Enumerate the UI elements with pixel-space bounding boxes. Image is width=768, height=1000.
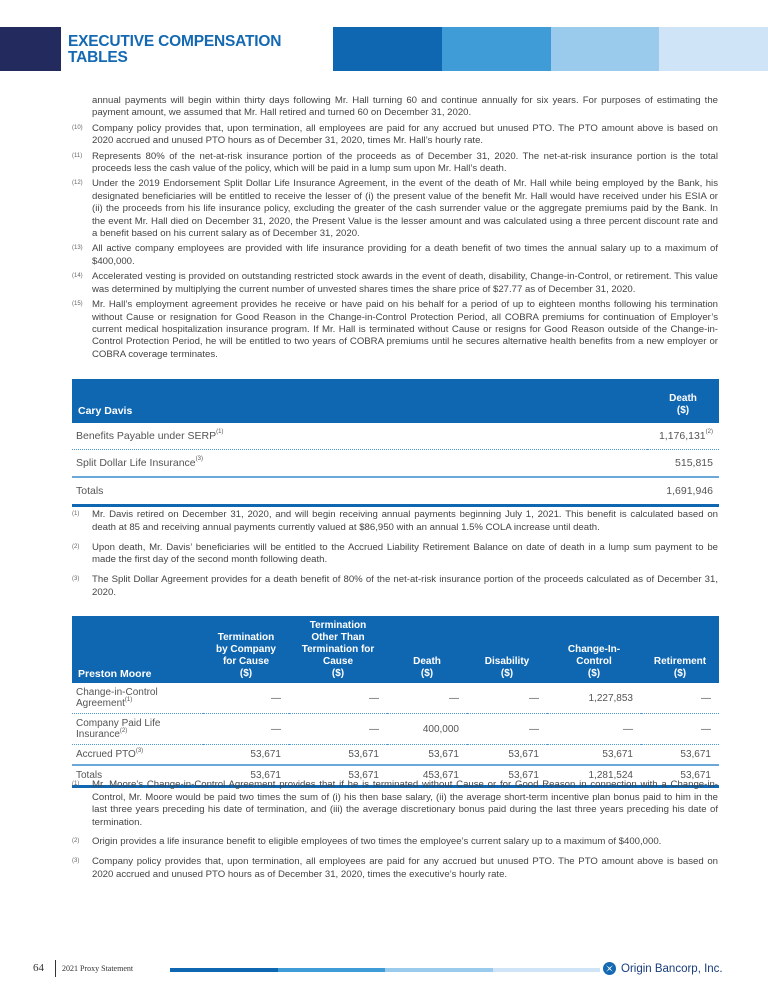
- column-header-line: ($): [587, 668, 601, 679]
- footer-bar: [385, 968, 493, 972]
- cell-value: —: [203, 683, 289, 714]
- footnote-ref: (1): [216, 429, 224, 435]
- footnote-marker: (2): [72, 838, 80, 845]
- footnote-text: Represents 80% of the net-at-risk insurance portion of the proceeds as of December 31, 2020. The net-at-risk insurance portion is the total proceeds less the cash value of the policy, which will be paid in a lump sum upon Mr. Hall’s death.: [92, 150, 718, 175]
- value-text: 515,815: [675, 457, 713, 469]
- column-header-line: Death: [669, 393, 697, 404]
- footnote-text: Mr. Hall’s employment agreement provides he receive or have paid on his behalf for a period of up to eighteen months following his termination without Cause or resignation for Good Reason in the Change-in-Control Protection Period, all COBRA premiums for continuation of Employer’s current medical hospitalization insurance program. If Mr. Hall is terminated without Cause or resigns for Good Reason outside of the Change-in-Control Protection Period, he will be entitled to two years of COBRA premiums until he secures alternative health benefits from a new employer or COBRA coverage terminates.: [92, 299, 718, 360]
- footnote-text: Mr. Davis retired on December 31, 2020, and will begin receiving annual payments beginning July 1, 2021. This benefit is calculated based on death at 85 and receiving annual payments currently valued at $86,950 with an annual 1.5% COLA increase until death.: [92, 509, 718, 533]
- row-label: [72, 745, 203, 766]
- footnote: [72, 243, 718, 268]
- table-row: [72, 423, 719, 450]
- row-label-text: Totals: [76, 485, 104, 497]
- row-label: [72, 423, 647, 450]
- footnote-text: Company policy provides that, upon termination, all employees are paid for any accrued but unused PTO. The PTO amount above is based on 2020 accrued and unused PTO hours as of December 31, 2020, times the executive’s hourly rate.: [92, 855, 718, 880]
- cell-value: 53,671: [203, 745, 289, 766]
- moore-footnotes: [72, 779, 718, 888]
- cell-value: —: [641, 683, 719, 714]
- cell-value: 53,671: [467, 745, 547, 766]
- footnote-marker: (14): [72, 273, 83, 280]
- row-label: [72, 477, 647, 506]
- footer-bar: [278, 968, 386, 972]
- cell-value: 53,671: [467, 765, 547, 787]
- column-header-line: Control: [576, 656, 612, 667]
- column-header-line: Cause: [322, 656, 353, 667]
- page-number: 64: [33, 962, 44, 974]
- column-header-line: Disability: [484, 656, 530, 667]
- footnote-marker: (10): [72, 124, 83, 131]
- footnote-text: Company policy provides that, upon termination, all employees are paid for any accrued but unused PTO. The PTO amount above is based on 2020 accrued and unused PTO hours as of December 31, 2020, times Mr. Hall’s hourly rate.: [92, 122, 718, 147]
- davis-footnotes: [72, 509, 718, 607]
- page-footer: [0, 958, 768, 988]
- footnote: [72, 299, 718, 361]
- table-row: [72, 714, 719, 745]
- cell-value: —: [467, 683, 547, 714]
- origin-logo-icon: [603, 962, 616, 975]
- footnote: [72, 95, 718, 120]
- column-header-line: Other Than: [311, 632, 365, 643]
- table-row: [72, 683, 719, 714]
- company-name: Origin Bancorp, Inc.: [621, 962, 723, 975]
- cell-value: 1,281,524: [547, 765, 641, 787]
- cell-value: 53,671: [203, 765, 289, 787]
- cell-value: —: [289, 683, 387, 714]
- column-header-line: ($): [673, 668, 687, 679]
- footnote-marker: (15): [72, 301, 83, 308]
- footnote-marker: (13): [72, 245, 83, 252]
- footnote-text: The Split Dollar Agreement provides for a death benefit of 80% of the net-at-risk insurance portion of the proceeds calculated as of December 31, 2020.: [92, 574, 718, 598]
- footnote-marker: (3): [72, 576, 80, 583]
- footer-bar: [493, 968, 601, 972]
- footnote: [72, 151, 718, 176]
- column-header: [467, 616, 547, 683]
- cell-value: 1,227,853: [547, 683, 641, 714]
- footnote-text: Under the 2019 Endorsement Split Dollar Life Insurance Agreement, in the event of the death of Mr. Hall while being employed by the Bank, his designated beneficiaries will be entitled to receive the lesser of (i) the present value of the benefit Mr. Hall would have received under his ESIA or (ii) the proceeds from his life insurance policy, excluding the greater of the cash surrender value or the aggregate premiums paid by the Bank. In the event Mr. Hall died on December 31, 2020, the Present Value is the lesser amount and was calculated using a three percent discount rate and a benefit based on his current salary as of December 31, 2020.: [92, 178, 718, 240]
- cell-value: 400,000: [387, 714, 467, 745]
- footer-color-bars: [170, 968, 600, 972]
- footnote-marker: (2): [72, 543, 80, 550]
- value-text: 1,691,946: [666, 485, 713, 497]
- section-title: [68, 34, 281, 66]
- hall-footnotes: [72, 95, 718, 364]
- table-row: [72, 745, 719, 766]
- footnote-marker: (1): [72, 781, 80, 787]
- row-label-text: Totals: [76, 770, 103, 781]
- cell-value: —: [387, 683, 467, 714]
- footnote-text: annual payments will begin within thirty days following Mr. Hall turning 60 and continue annually for six years. For purposes of estimating the payment amount, we assumed that Mr. Hall retired and turned 60 on December 31, 2020.: [92, 95, 718, 119]
- row-label-text: Split Dollar Life Insurance: [76, 457, 196, 469]
- footnote: [72, 509, 718, 535]
- column-header-line: ($): [239, 668, 253, 679]
- cell-value: 53,671: [387, 745, 467, 766]
- row-label-text: Accrued PTO: [76, 749, 136, 760]
- header-bar: [659, 27, 768, 71]
- footnote: [72, 574, 718, 600]
- row-label: [72, 683, 203, 714]
- footnote-marker: (11): [72, 152, 83, 159]
- column-header: [641, 616, 719, 683]
- footnote: [72, 178, 718, 240]
- column-header-line: Termination for: [301, 644, 375, 655]
- footnote-text: Upon death, Mr. Davis’ beneficiaries will be entitled to the Accrued Liability Retirement Balance on date of death in a lump sum payment to be made the first day of the second month following death.: [92, 541, 718, 566]
- cell-value: 53,671: [641, 765, 719, 787]
- column-header-line: by Company: [215, 644, 276, 655]
- cell-value: 53,671: [547, 745, 641, 766]
- row-value: [647, 477, 719, 506]
- preston-moore-table: [72, 616, 719, 788]
- header-bar: [551, 27, 660, 71]
- cell-value: —: [467, 714, 547, 745]
- footnote-marker: (3): [72, 857, 80, 864]
- column-header-death: [647, 379, 719, 423]
- footnote-ref: (1): [124, 697, 133, 703]
- column-header-line: Retirement: [653, 656, 707, 667]
- cell-value: —: [547, 714, 641, 745]
- row-value: [647, 423, 719, 450]
- cell-value: —: [289, 714, 387, 745]
- section-title-line1: EXECUTIVE COMPENSATION: [68, 33, 282, 50]
- table-row: [72, 477, 719, 506]
- cell-value: 53,671: [289, 745, 387, 766]
- column-header: [289, 616, 387, 683]
- header-accent-square: [0, 27, 61, 71]
- cell-value: —: [641, 714, 719, 745]
- row-value: [647, 450, 719, 478]
- column-header-line: Termination: [217, 632, 275, 643]
- row-label-text: Change-in-Control Agreement: [76, 687, 158, 709]
- footnote: [72, 836, 718, 849]
- footnote: [72, 779, 718, 829]
- column-header-line: for Cause: [222, 656, 270, 667]
- section-title-line2: TABLES: [68, 49, 128, 66]
- column-header-line: ($): [420, 668, 434, 679]
- footer-divider: [55, 960, 56, 977]
- cell-value: 453,671: [387, 765, 467, 787]
- footnote: [72, 271, 718, 296]
- table-row: [72, 450, 719, 478]
- header-bar: [333, 27, 442, 71]
- row-label: [72, 714, 203, 745]
- row-label-text: Benefits Payable under SERP: [76, 430, 217, 442]
- footnote-ref: (3): [135, 748, 144, 754]
- footnote-marker: (1): [72, 511, 80, 517]
- footnote-ref: (3): [195, 456, 203, 462]
- column-header-line: Termination: [309, 620, 367, 631]
- footnote-marker: (12): [72, 180, 83, 187]
- column-header-line: ($): [676, 405, 690, 416]
- column-header-line: Change-In-: [567, 644, 621, 655]
- header-bar: [442, 27, 551, 71]
- company-logo: [603, 962, 723, 975]
- footnote-text: Mr. Moore’s Change-in-Control Agreement provides that if he is terminated without Cause or for Good Reason in connection with a Change-in-Control, Mr. Moore would be paid two times the sum of (i) his then base salary, (ii) the average short-term incentive plan bonus paid to him in the last three years preceding his date of termination, and (iii) the average discretionary bonus paid during the last three years preceding his date of termination.: [92, 779, 718, 828]
- footnote-text: Accelerated vesting is provided on outstanding restricted stock awards in the event of death, disability, Change-in-Control, or retirement. This value was determined by multiplying the current number of unvested shares times the share price of $27.77 as of December 31, 2020.: [92, 271, 718, 295]
- column-header-line: ($): [500, 668, 514, 679]
- footnote-text: All active company employees are provided with life insurance providing for a death benefit of two times the annual salary up to a maximum of $400,000.: [92, 243, 718, 267]
- footnote-text: Origin provides a life insurance benefit to eligible employees of two times the employee’s current salary up to a maximum of $400,000.: [92, 836, 662, 848]
- cary-davis-table: [72, 379, 719, 507]
- column-header: [203, 616, 289, 683]
- column-header: [547, 616, 641, 683]
- row-label-text: Company Paid Life Insurance: [76, 718, 161, 740]
- footnote: [72, 856, 718, 881]
- footnote: [72, 123, 718, 148]
- value-text: 1,176,131: [658, 430, 706, 442]
- cell-value: 53,671: [289, 765, 387, 787]
- footnote-ref: (2): [119, 728, 128, 734]
- footer-bar: [170, 968, 278, 972]
- cell-value: 53,671: [641, 745, 719, 766]
- row-label: [72, 450, 647, 478]
- table-name-header: Preston Moore: [72, 616, 203, 683]
- footnote: [72, 542, 718, 568]
- table-name-header: Cary Davis: [72, 379, 647, 423]
- cell-value: —: [203, 714, 289, 745]
- footnote-ref: (2): [705, 429, 713, 435]
- document-name: 2021 Proxy Statement: [62, 964, 134, 973]
- column-header: [387, 616, 467, 683]
- column-header-line: ($): [331, 668, 345, 679]
- column-header-line: Death: [413, 656, 441, 667]
- header-color-bars: [333, 27, 768, 71]
